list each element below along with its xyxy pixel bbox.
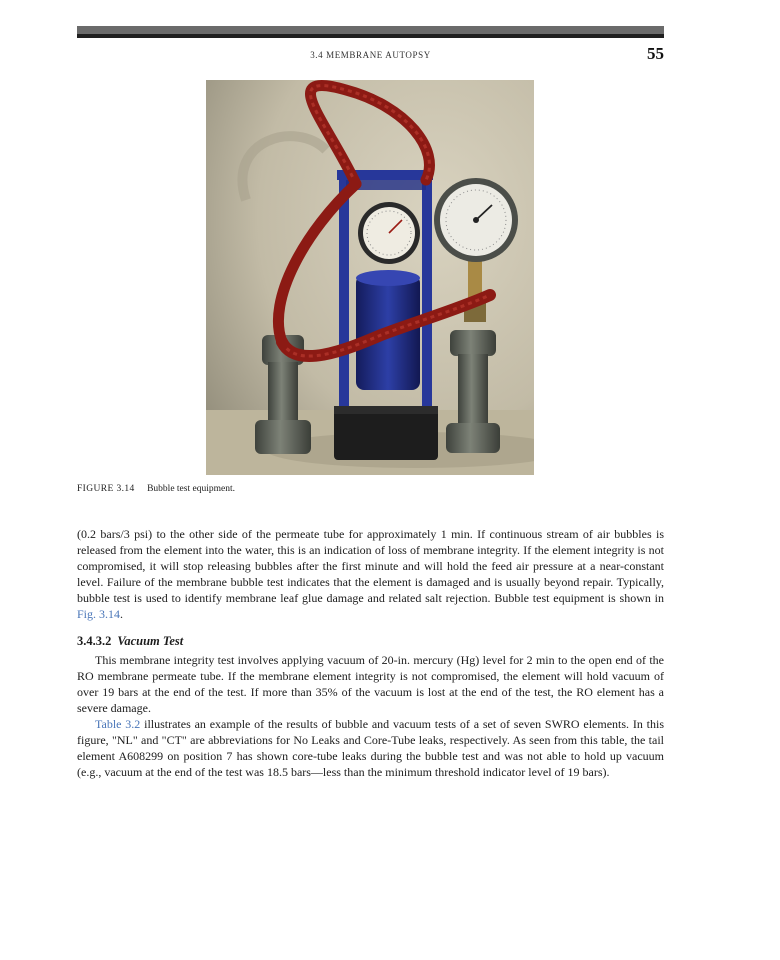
figure-reference-link[interactable]: Fig. 3.14 xyxy=(77,607,121,622)
paragraph-3 xyxy=(77,716,664,780)
figure-caption-text: Bubble test equipment. xyxy=(147,484,235,494)
figure-label: FIGURE 3.14 xyxy=(77,484,135,494)
header-rule-top xyxy=(77,26,664,34)
figure-caption xyxy=(77,484,664,494)
section-heading xyxy=(77,633,664,649)
page-number: 55 xyxy=(647,44,664,63)
header-rule-bottom xyxy=(77,34,664,38)
body-text xyxy=(77,526,664,780)
running-head: 3.4 MEMBRANE AUTOPSY xyxy=(310,50,431,60)
paragraph-1-text: (0.2 bars/3 psi) to the other side of the permeate tube for approximately 1 min. If continuous stream of air bubbles is released from the element into the water, this is an indication of loss of membrane integrity. If the element integrity is not compromised, it will stop releasing bubbles after the first minute and will hold the feed air pressure at a near-constant level. Failure of the membrane bubble test indicates that the element is damaged and is usually beyond repair. Typically, bubble test is used to identify membrane leaf glue damage and related salt rejection. Bubble test equipment is shown in xyxy=(77,527,664,606)
bubble-test-photo xyxy=(206,80,534,475)
section-title: Vacuum Test xyxy=(117,633,184,648)
paragraph-2: This membrane integrity test involves applying vacuum of 20-in. mercury (Hg) level for 2 min to the open end of the RO membrane permeate tube. If the membrane element integrity is not compromised, the element will hold vacuum of over 19 bars at the end of the test. If more than 35% of the vacuum is lost at the end of the test, the RO element has a severe damage. xyxy=(77,652,664,715)
paragraph-1 xyxy=(77,526,664,623)
table-reference-link[interactable]: Table 3.2 xyxy=(95,717,141,732)
section-number: 3.4.3.2 xyxy=(77,633,112,648)
paragraph-1-end: . xyxy=(120,607,124,622)
paragraph-3-text: illustrates an example of the results of bubble and vacuum tests of a set of seven SWRO elements. In this figure, "NL" and "CT" are abbreviations for No Leaks and Core-Tube leaks, respectively. As seen from this table, the tail element A608299 on position 7 has shown core-tube leaks during the bubble test and was not able to hold up vacuum (e.g., vacuum at the end of the test was 18.5 bars—less than the minimum threshold indicator level of 19 bars). xyxy=(77,717,665,780)
